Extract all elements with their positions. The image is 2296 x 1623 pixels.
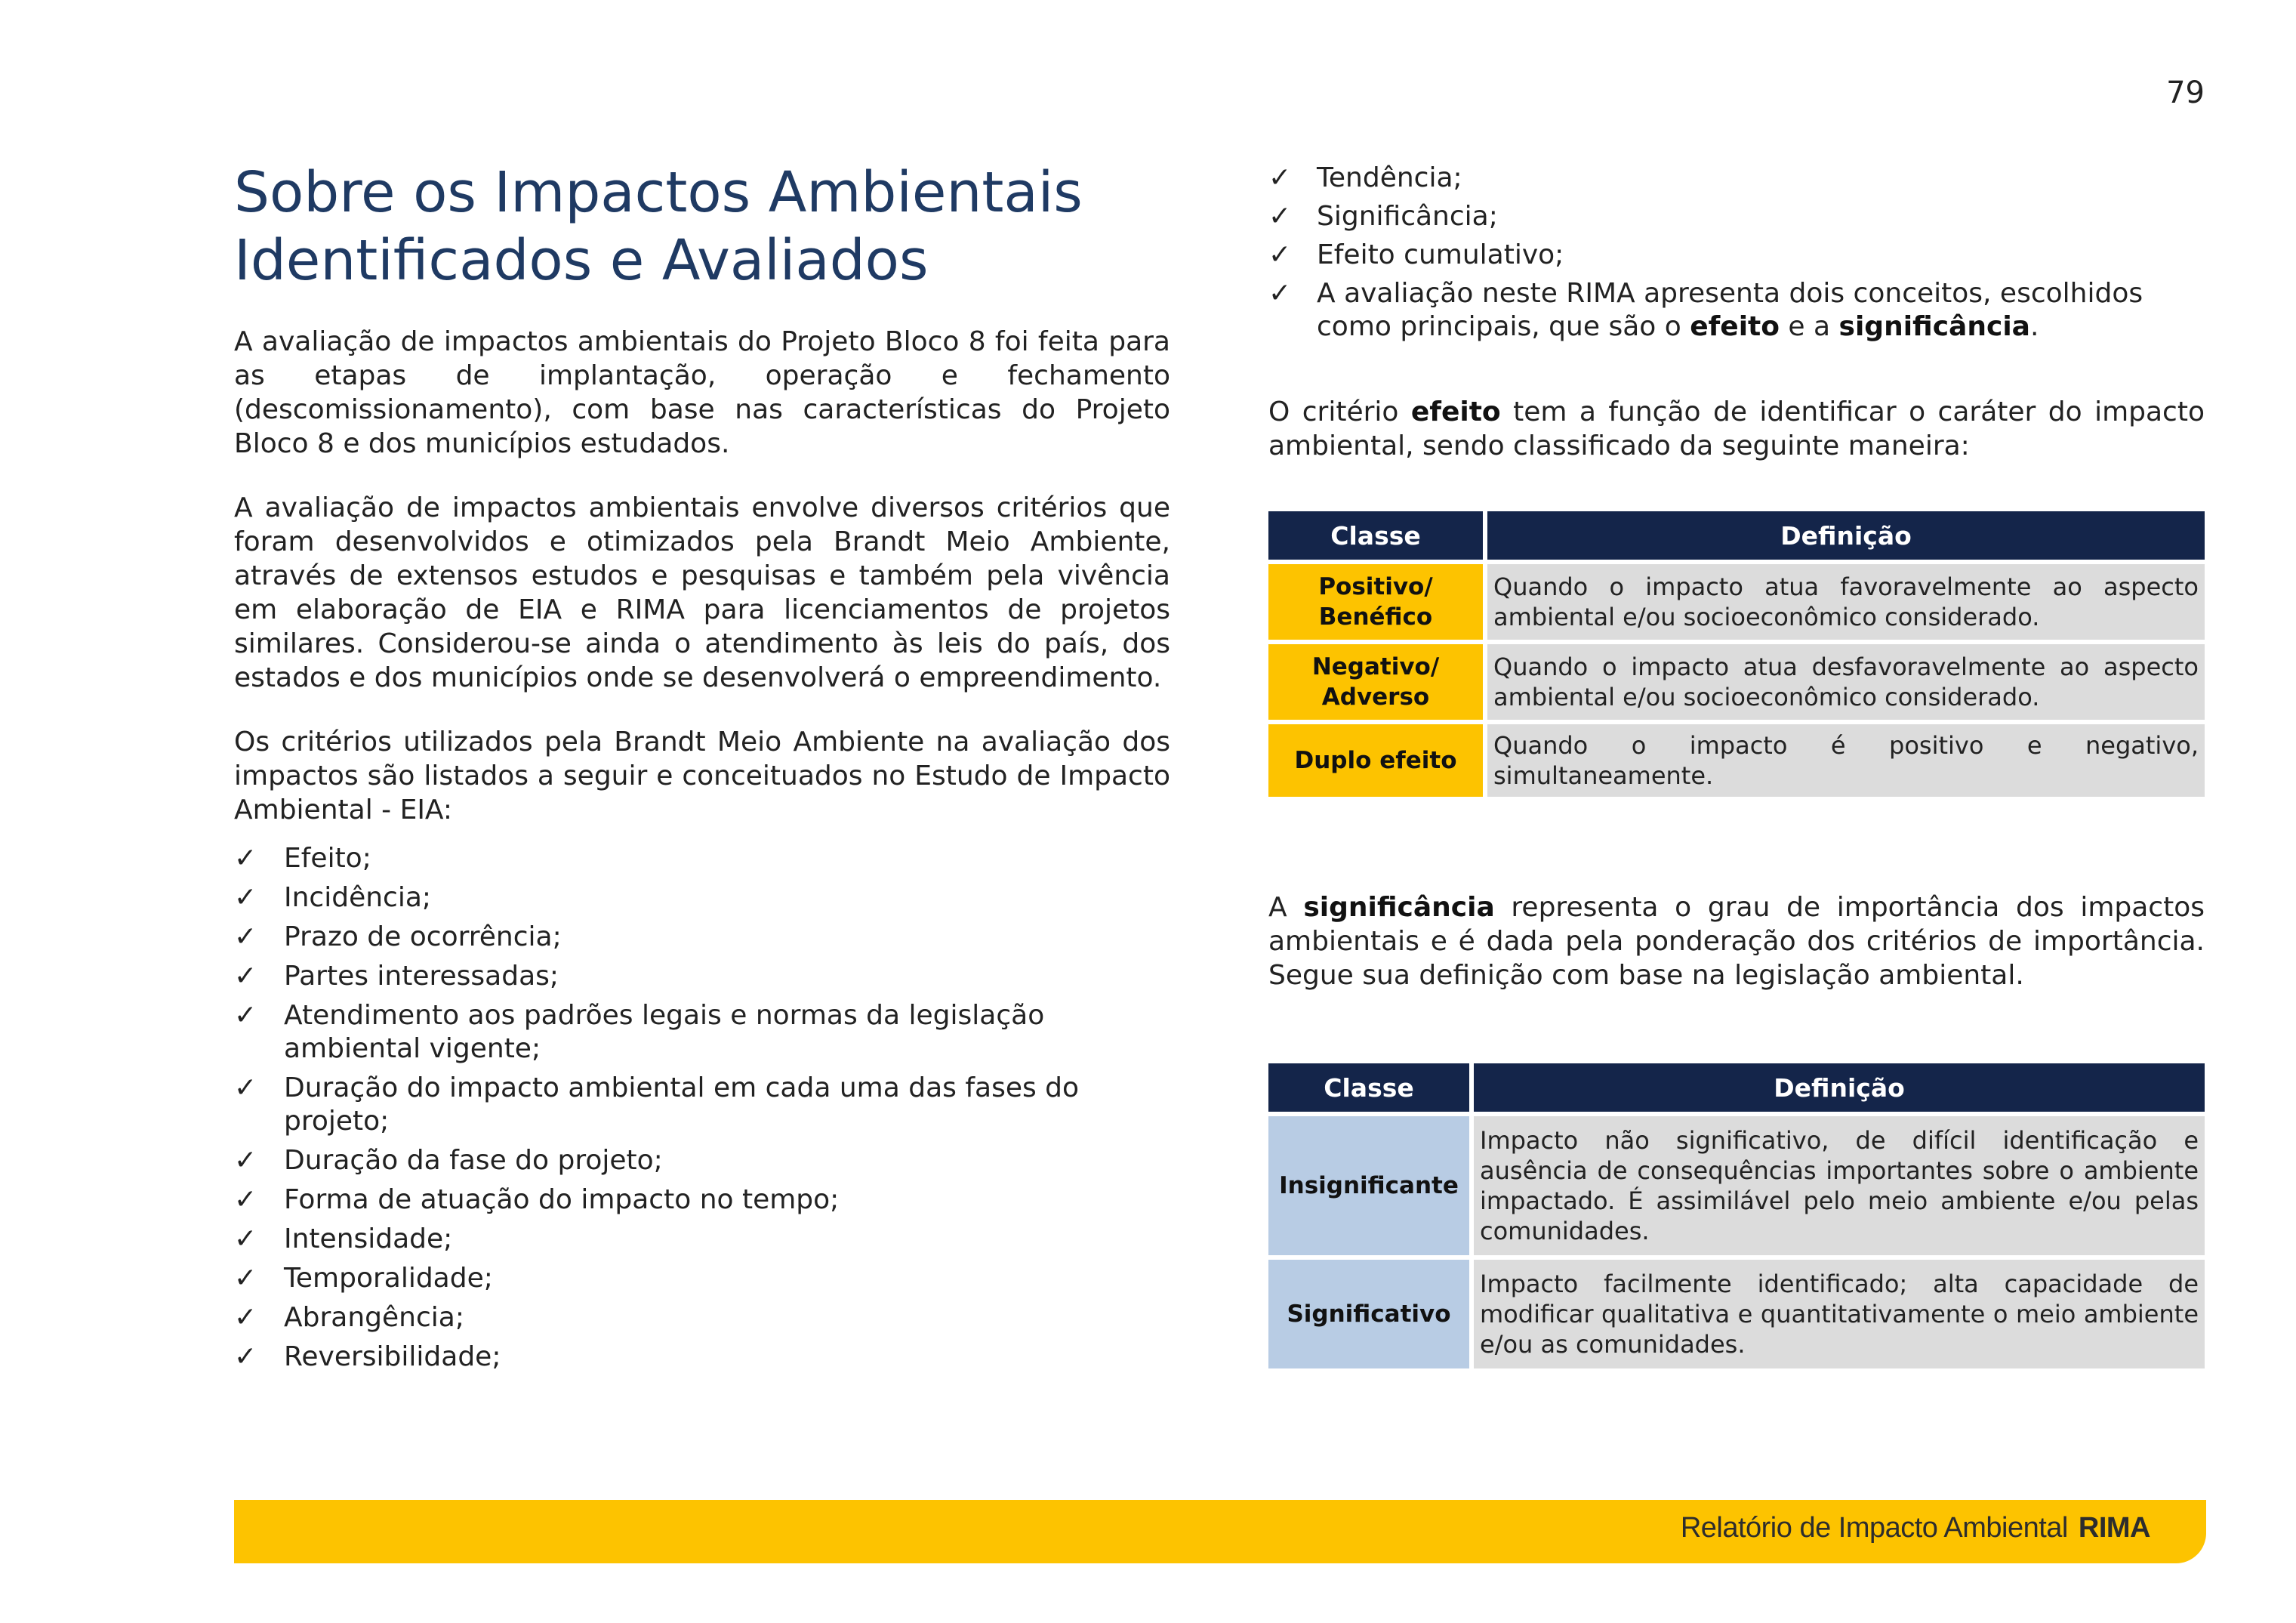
check-icon: ✓ — [234, 1184, 257, 1215]
bold-efeito: efeito — [1690, 311, 1780, 342]
definicao-cell: Quando o impacto atua desfavoravelmente ao aspecto ambiental e/ou socioeconômico considerado. — [1487, 644, 2205, 720]
criteria-paragraph: A avaliação de impactos ambientais envolve diversos critérios que foram desenvolvidos e otimizados pela Brandt Meio Ambiente, através de extensos estudos e pesquisas e também pela vivência em elaboração de EIA e RIMA para licenciamentos de projetos similares. Considerou-se ainda o atendimento às leis do país, dos estados e dos municípios onde se desenvolverá o empreendimento. — [234, 492, 1170, 693]
check-icon: ✓ — [234, 1263, 257, 1294]
table-header-classe: Classe — [1268, 1063, 1469, 1112]
list-item: ✓ Duração do impacto ambiental em cada uma das fases do projeto; — [234, 1072, 1080, 1137]
criteria-list-left — [234, 842, 1170, 1374]
significancia-paragraph: A significância representa o grau de importância dos impactos ambientais e é dada pela ponderação dos critérios de importância. Segue sua definição com base na legislação ambiental. — [1268, 892, 2205, 991]
check-icon: ✓ — [1268, 278, 1292, 309]
check-icon: ✓ — [1268, 201, 1292, 232]
classe-cell: Duplo efeito — [1268, 724, 1483, 797]
definicao-cell: Impacto não significativo, de difícil identificação e ausência de consequências importantes sobre o ambiente impactado. É assimilável pelo meio ambiente e/ou pelas comunidades. — [1474, 1116, 2205, 1255]
page-number: 79 — [2166, 76, 2205, 110]
table-header-definicao: Definição — [1474, 1063, 2205, 1112]
bold-significancia: significância — [1838, 311, 2030, 342]
definicao-cell: Impacto facilmente identificado; alta capacidade de modificar qualitativa e quantitativamente o meio ambiente e/ou as comunidades. — [1474, 1260, 2205, 1368]
check-icon: ✓ — [1268, 162, 1292, 193]
title-line-1: Sobre os Impactos Ambientais — [234, 160, 1083, 225]
list-item: ✓ A avaliação neste RIMA apresenta dois conceitos, escolhidos como principais, que são o efeito e a significância. — [1268, 278, 2143, 342]
check-icon: ✓ — [234, 1341, 257, 1372]
left-column — [234, 159, 1170, 1380]
table-row — [1268, 1116, 2205, 1255]
footer-rima: RIMA — [2078, 1512, 2150, 1544]
table-header-classe: Classe — [1268, 511, 1483, 560]
right-column — [1268, 159, 2205, 1373]
list-item: ✓ Efeito cumulativo; — [1268, 239, 1564, 270]
title-line-2: Identificados e Avaliados — [234, 228, 929, 293]
footer-bar — [234, 1500, 2206, 1563]
table-header-definicao: Definição — [1487, 511, 2205, 560]
check-icon: ✓ — [234, 1000, 257, 1031]
significancia-table — [1264, 1059, 2209, 1373]
check-icon: ✓ — [234, 1072, 257, 1103]
list-item: ✓ Tendência; — [1268, 162, 1462, 193]
list-item: ✓ Prazo de ocorrência; — [234, 921, 562, 952]
classe-cell: Positivo/ Benéfico — [1268, 564, 1483, 640]
classe-cell: Insignificante — [1268, 1116, 1469, 1255]
list-item: ✓ Duração da fase do projeto; — [234, 1145, 663, 1176]
list-item: ✓ Intensidade; — [234, 1223, 453, 1254]
intro-paragraph: A avaliação de impactos ambientais do Projeto Bloco 8 foi feita para as etapas de implantação, operação e fechamento (descomissionamento), com base nas características do Projeto Bloco 8 e dos municípios estudados. — [234, 326, 1170, 459]
criteria-list-intro: Os critérios utilizados pela Brandt Meio Ambiente na avaliação dos impactos são listados a seguir e conceituados no Estudo de Impacto Ambiental - EIA: — [234, 727, 1170, 825]
definicao-cell: Quando o impacto atua favoravelmente ao aspecto ambiental e/ou socioeconômico considerado. — [1487, 564, 2205, 640]
list-item: ✓ Atendimento aos padrões legais e normas da legislação ambiental vigente; — [234, 1000, 1045, 1064]
table-row — [1268, 564, 2205, 640]
check-icon: ✓ — [234, 1145, 257, 1176]
list-item: ✓ Incidência; — [234, 882, 432, 913]
table-row — [1268, 644, 2205, 720]
check-icon: ✓ — [234, 843, 257, 874]
list-item: ✓ Forma de atuação do impacto no tempo; — [234, 1184, 840, 1215]
check-icon: ✓ — [234, 1223, 257, 1254]
check-icon: ✓ — [234, 882, 257, 913]
table-row — [1268, 724, 2205, 797]
definicao-cell: Quando o impacto é positivo e negativo, simultaneamente. — [1487, 724, 2205, 797]
efeito-table — [1264, 507, 2209, 801]
check-icon: ✓ — [1268, 239, 1292, 270]
list-item: ✓ Reversibilidade; — [234, 1341, 501, 1372]
check-icon: ✓ — [234, 961, 257, 992]
check-icon: ✓ — [234, 921, 257, 952]
check-icon: ✓ — [234, 1302, 257, 1333]
classe-cell: Negativo/ Adverso — [1268, 644, 1483, 720]
list-item: ✓ Partes interessadas; — [234, 961, 559, 992]
classe-cell: Significativo — [1268, 1260, 1469, 1368]
footer-title: Relatório de Impacto Ambiental RIMA — [1680, 1512, 2150, 1544]
list-item: ✓ Abrangência; — [234, 1302, 464, 1333]
page-title — [234, 159, 1170, 295]
table-row — [1268, 1260, 2205, 1368]
list-item: ✓ Temporalidade; — [234, 1263, 493, 1294]
list-item: ✓ Efeito; — [234, 843, 371, 874]
efeito-paragraph: O critério efeito tem a função de identificar o caráter do impacto ambiental, sendo classificado da seguinte maneira: — [1268, 396, 2205, 461]
criteria-list-right — [1268, 162, 2205, 344]
list-item: ✓ Significância; — [1268, 201, 1498, 232]
